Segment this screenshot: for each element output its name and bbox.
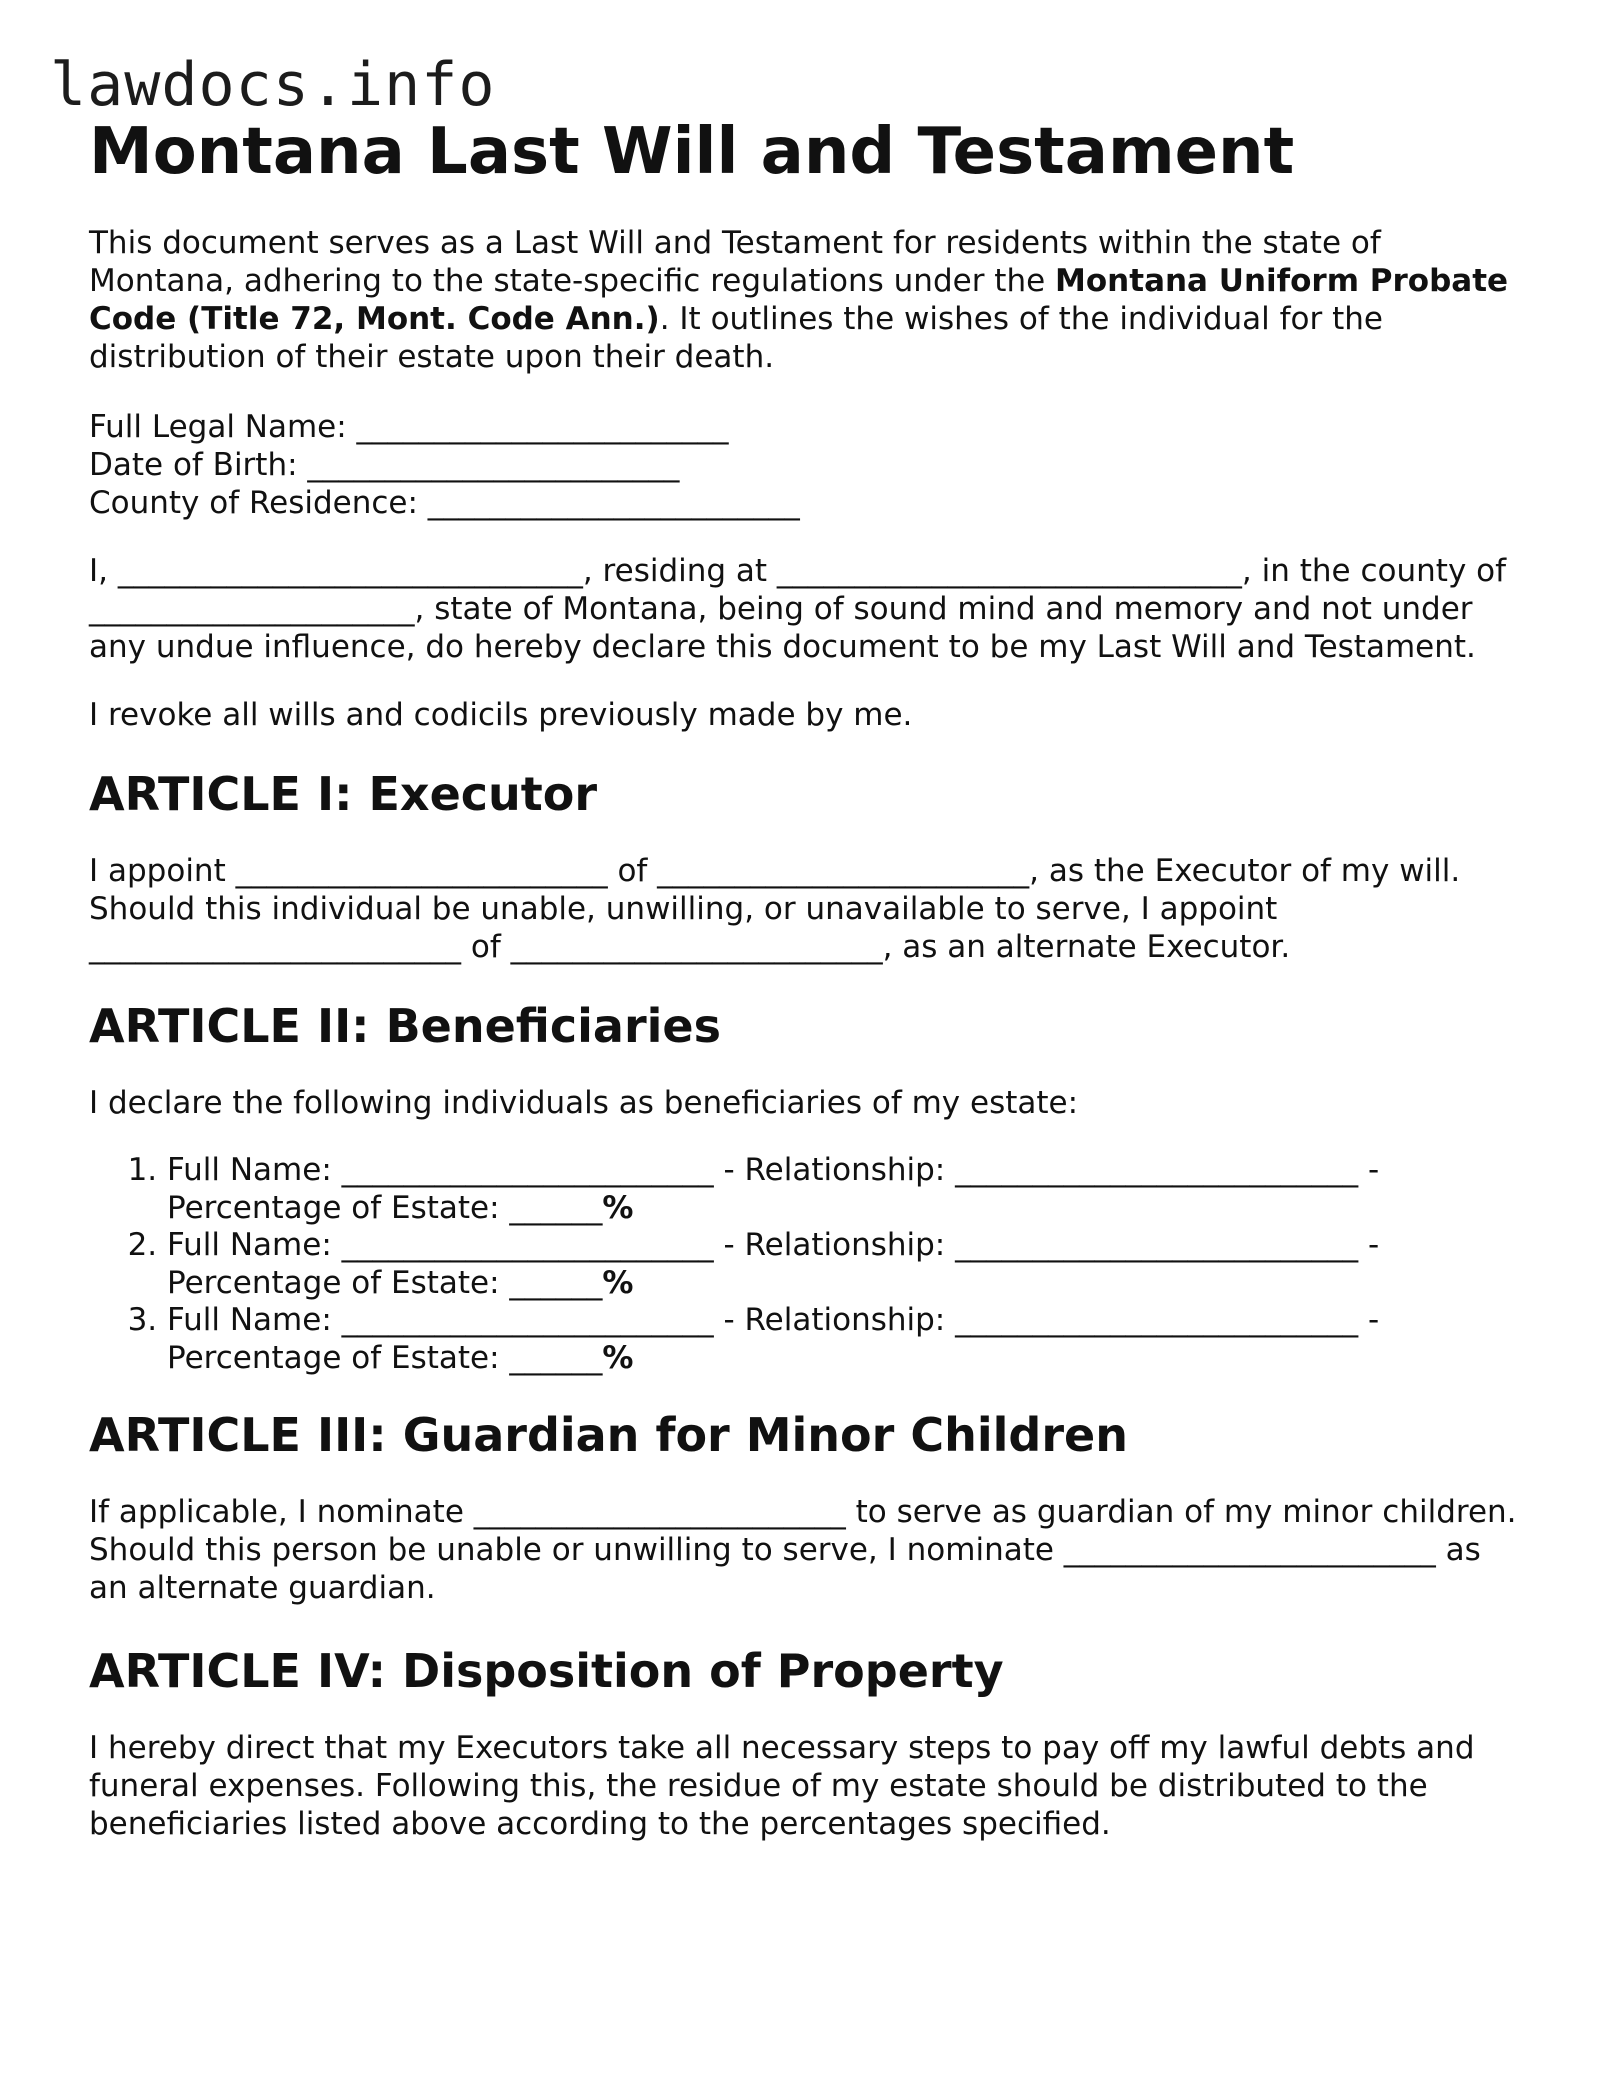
county-of-residence-field[interactable]: County of Residence: ________________________ (89, 485, 800, 521)
full-legal-name-field[interactable]: Full Legal Name: ________________________ (89, 409, 729, 445)
beneficiary-item (167, 1302, 1529, 1377)
declaration-paragraph: I, ______________________________, residing at ______________________________, in the county of _____________________, state of Montana, being of sound mind and memory and not under any undue influence, do hereby declare this document to be my Last Will and Testament. (89, 553, 1507, 665)
beneficiary-list (89, 1152, 1529, 1377)
percent-sign: % (602, 1264, 634, 1301)
intro-text-start: This document serves as a Last Will and Testament for residents within the state of Montana, adhering to the state-specific regulations under the (89, 225, 1381, 299)
disposition-paragraph: I hereby direct that my Executors take all necessary steps to pay off my lawful debts and funeral expenses. Following this, the residue of my estate should be distributed to the beneficiaries listed above according to the percentages specified. (89, 1730, 1475, 1842)
beneficiary-fields[interactable]: Full Name: ________________________ - Relationship: __________________________ - Percentage of Estate: ______ (167, 1227, 1380, 1301)
beneficiary-fields[interactable]: Full Name: ________________________ - Relationship: __________________________ - Percentage of Estate: ______ (167, 1152, 1380, 1226)
guardian-paragraph: If applicable, I nominate ________________________ to serve as guardian of my minor children. Should this person be unable or unwilling to serve, I nominate ________________________ as an alternate guardian. (89, 1494, 1517, 1606)
percent-sign: % (602, 1189, 634, 1226)
article-4-heading: ARTICLE IV: Disposition of Property (89, 1644, 1004, 1698)
beneficiary-fields[interactable]: Full Name: ________________________ - Relationship: __________________________ - Percentage of Estate: ______ (167, 1302, 1380, 1376)
intro-code-reference: Montana Uniform Probate Code (Title 72, Mont. Code Ann.) (89, 263, 1509, 337)
document-title: Montana Last Will and Testament (89, 115, 1295, 189)
personal-info-fields (89, 408, 1529, 522)
document-body (89, 112, 1529, 1843)
article-2-heading: ARTICLE II: Beneficiaries (89, 999, 722, 1053)
beneficiary-item (167, 1152, 1529, 1227)
beneficiary-item (167, 1227, 1529, 1302)
intro-text-end: . It outlines the wishes of the individual for the distribution of their estate upon their death. (89, 301, 1383, 375)
watermark: lawdocs.info (50, 50, 496, 120)
percent-sign: % (602, 1339, 634, 1376)
article-3-heading: ARTICLE III: Guardian for Minor Children (89, 1408, 1128, 1462)
executor-paragraph: I appoint ________________________ of ________________________, as the Executor of my will. Should this individual be unable, unwilling, or unavailable to serve, I appoint ________________________ of ________________________, as an alternate Executor. (89, 853, 1461, 965)
article-1-heading: ARTICLE I: Executor (89, 767, 598, 821)
intro-paragraph (89, 224, 1529, 376)
revocation-statement: I revoke all wills and codicils previously made by me. (89, 697, 913, 733)
date-of-birth-field[interactable]: Date of Birth: ________________________ (89, 447, 680, 483)
beneficiaries-intro: I declare the following individuals as beneficiaries of my estate: (89, 1085, 1079, 1121)
